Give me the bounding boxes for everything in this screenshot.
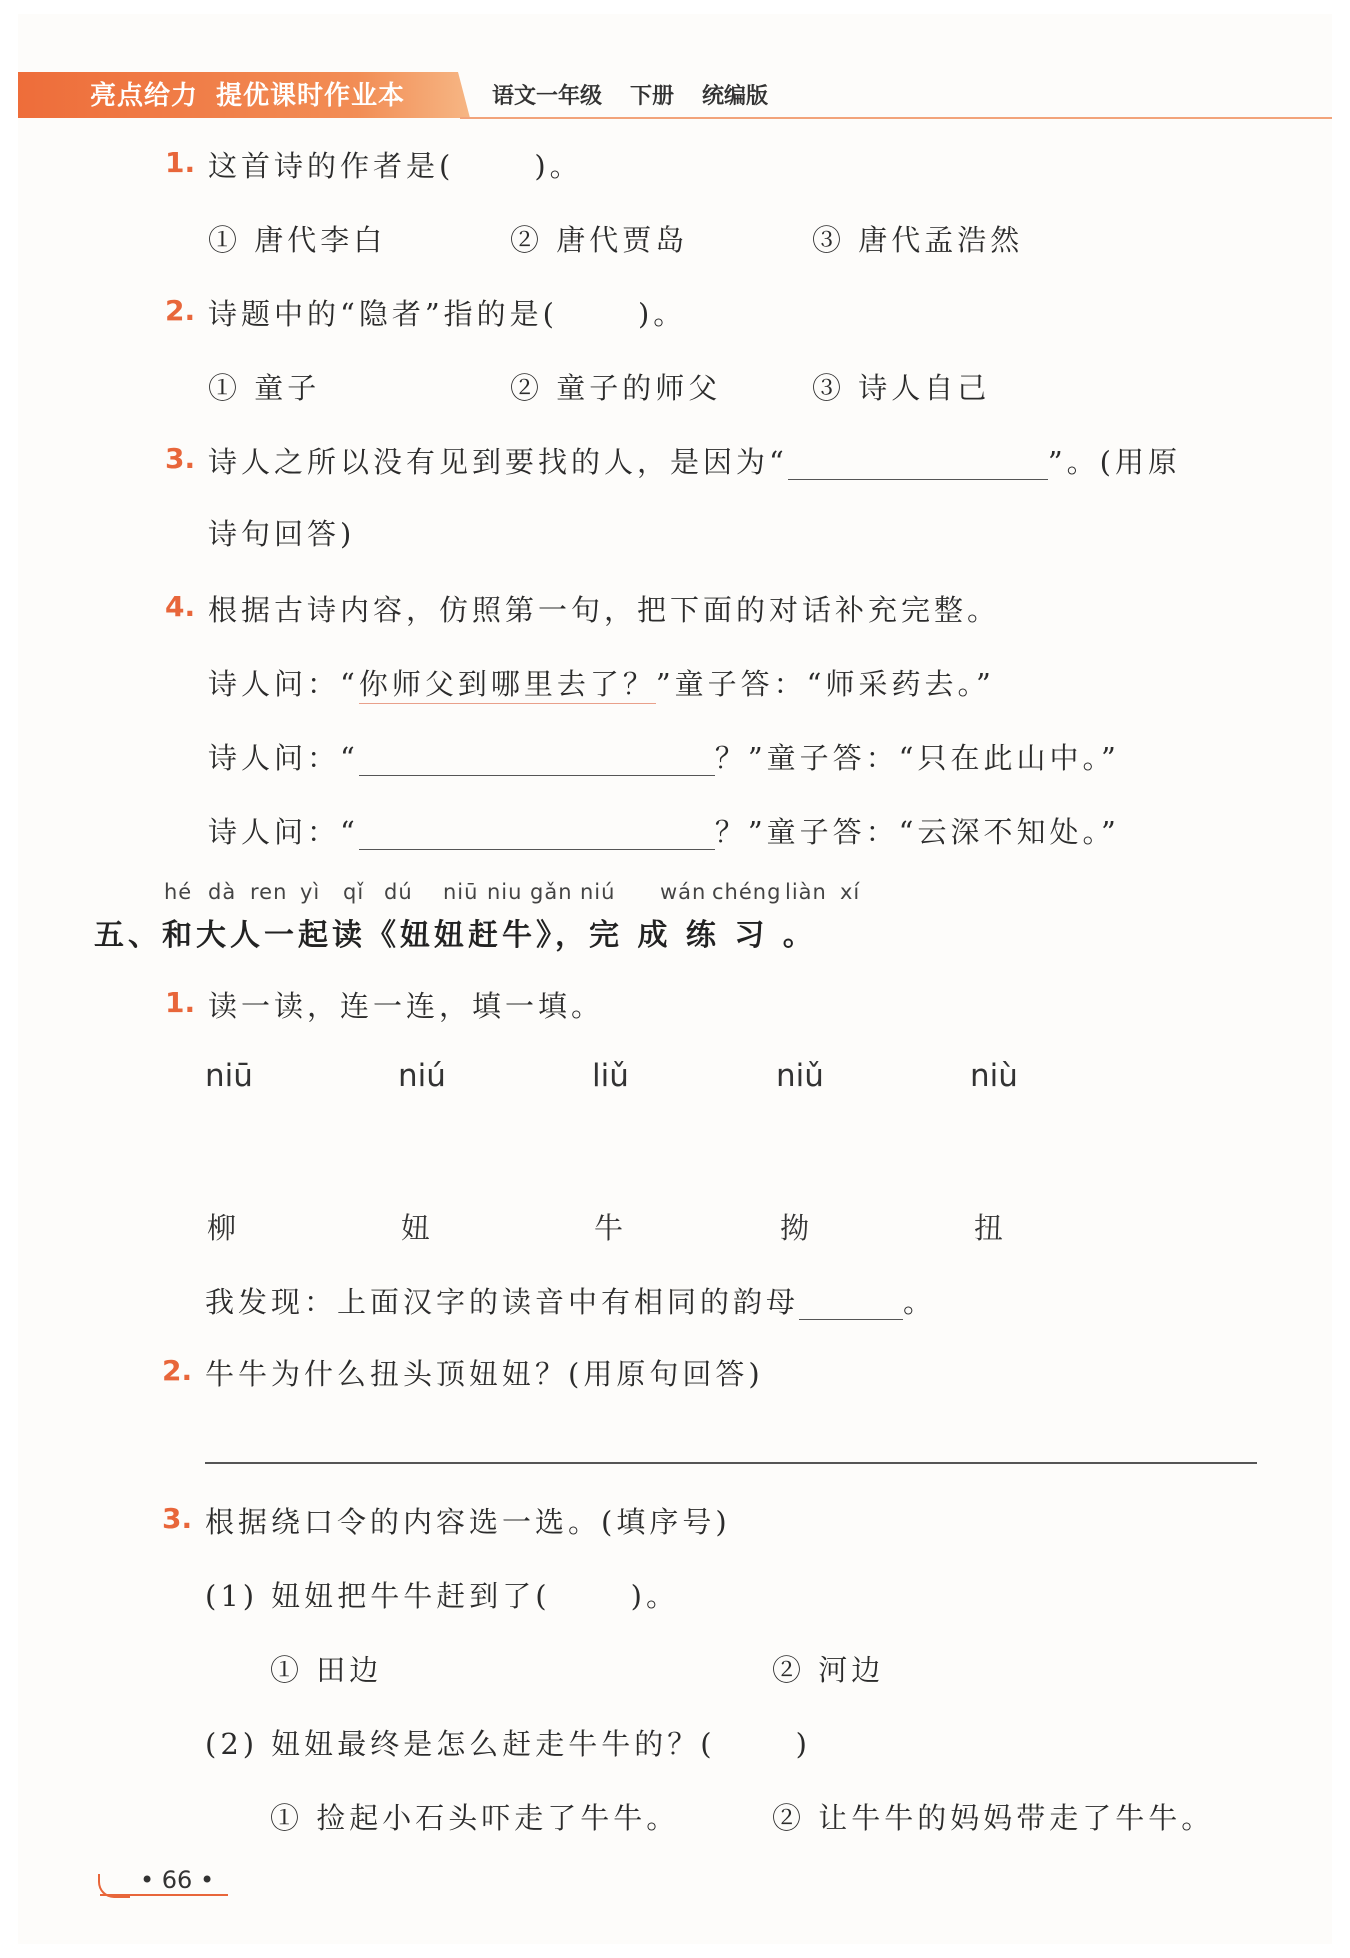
pinyin: niu [487,880,523,904]
q1-option-1[interactable]: ① 唐代李白 [208,223,387,257]
p5-question-1: 读一读，连一连，填一填。 [208,989,605,1023]
sub-question-2: (2) 妞妞最终是怎么赶走牛牛的？( ) [205,1727,811,1761]
pinyin: gǎn [530,880,573,904]
header-info [492,78,796,116]
hanzi-item[interactable]: 牛 [594,1211,624,1245]
pinyin: xí [840,880,861,904]
subject: 语文一年级 [492,84,603,109]
pinyin: wán [660,880,707,904]
hanzi-item[interactable]: 柳 [207,1211,237,1245]
pinyin-item[interactable]: niù [970,1058,1018,1094]
question-3: 诗人之所以没有见到要找的人，是因为“ ”。(用原 [208,445,1181,479]
pinyin: dú [384,880,413,904]
dialogue-line-2: 诗人问：“ ？”童子答：“只在此山中。” [208,741,1120,775]
pinyin-item[interactable]: liǔ [592,1058,629,1094]
answer-line[interactable] [205,1462,1257,1464]
question-3-line2: 诗句回答) [208,517,356,551]
question-number: 4. [165,590,196,623]
pinyin: niú [580,880,616,904]
page-number-underline [100,1894,228,1896]
q2-option-1[interactable]: ① 童子 [208,371,321,405]
section-title: 五、和大人一起读《妞妞赶牛》，完 成 练 习 。 [94,918,817,953]
p5-question-2: 牛牛为什么扭头顶妞妞？(用原句回答) [205,1357,764,1391]
dialogue-example: 诗人问：“你师父到哪里去了？”童子答：“师采药去。” [208,662,995,703]
pinyin: ren [250,880,288,904]
question-number: 2. [165,294,196,327]
sub1-option-2[interactable]: ② 河边 [772,1653,885,1687]
sub2-option-1[interactable]: ① 捡起小石头吓走了牛牛。 [270,1801,680,1835]
volume: 下册 [630,84,675,109]
pinyin-item[interactable]: niū [205,1058,253,1094]
q1-option-3[interactable]: ③ 唐代孟浩然 [812,223,1024,257]
question-4: 根据古诗内容，仿照第一句，把下面的对话补充完整。 [208,593,1001,627]
pinyin: qǐ [343,880,365,904]
hanzi-item[interactable]: 妞 [401,1211,431,1245]
pinyin-item[interactable]: niǔ [776,1058,824,1094]
pinyin: chéng [712,880,782,904]
q2-option-2[interactable]: ② 童子的师父 [510,371,722,405]
q1-option-2[interactable]: ② 唐代贾岛 [510,223,689,257]
question-2: 诗题中的“隐者”指的是( )。 [208,297,687,331]
question-number: 2. [162,1354,193,1387]
hanzi-item[interactable]: 扭 [974,1211,1004,1245]
edition: 统编版 [702,84,769,109]
pinyin: liàn [785,880,827,904]
page-number: • 66 • [140,1866,215,1894]
sub2-option-2[interactable]: ② 让牛牛的妈妈带走了牛牛。 [772,1801,1215,1835]
q2-option-3[interactable]: ③ 诗人自己 [812,371,991,405]
dialogue-blank-1[interactable] [359,741,715,776]
question-number: 3. [162,1502,193,1535]
question-number: 3. [165,442,196,475]
pinyin: niū [443,880,479,904]
series-name: 提优课时作业本 [216,81,406,111]
question-number: 1. [165,146,196,179]
finding-line: 我发现：上面汉字的读音中有相同的韵母 。 [205,1285,937,1319]
brand-name: 亮点给力 [90,81,199,111]
rhyme-blank[interactable] [799,1285,903,1320]
sub1-option-1[interactable]: ① 田边 [270,1653,383,1687]
header-title [90,76,423,116]
q3-answer-blank[interactable] [788,445,1048,480]
p5-question-3: 根据绕口令的内容选一选。(填序号) [205,1505,731,1539]
header-rule [460,117,1332,119]
dialogue-line-3: 诗人问：“ ？”童子答：“云深不知处。” [208,815,1120,849]
hanzi-item[interactable]: 拗 [780,1211,810,1245]
question-1: 这首诗的作者是( )。 [208,149,583,183]
dialogue-blank-2[interactable] [359,815,715,850]
pinyin: yì [300,880,321,904]
sub-question-1: (1) 妞妞把牛牛赶到了( )。 [205,1579,679,1613]
question-number: 1. [165,986,196,1019]
pinyin: dà [208,880,237,904]
pinyin: hé [164,880,193,904]
pinyin-item[interactable]: niú [398,1058,446,1094]
